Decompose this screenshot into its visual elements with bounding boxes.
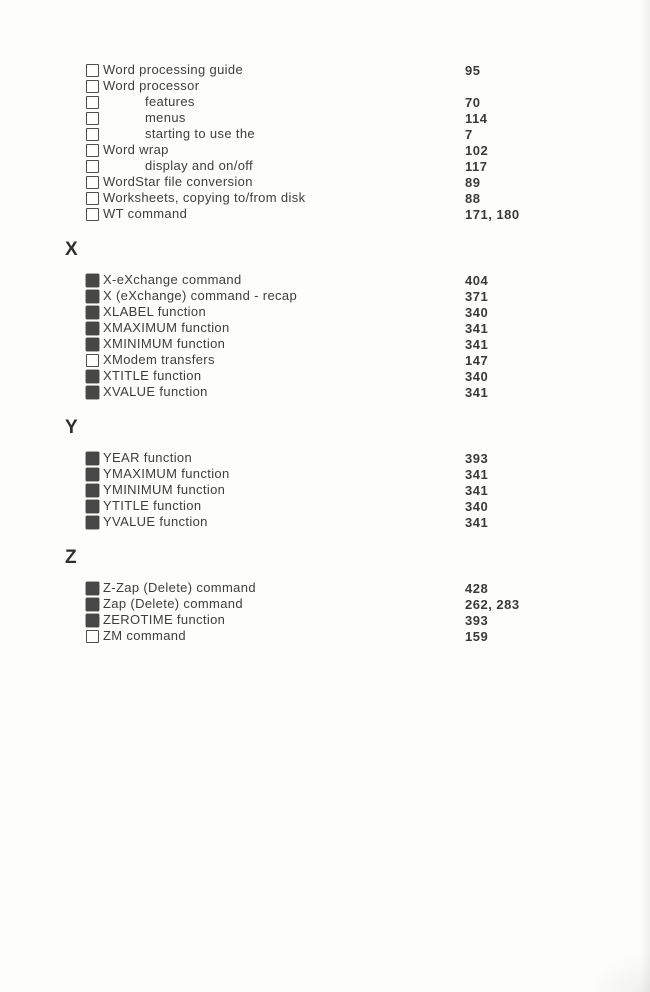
entry-label: XMINIMUM function: [103, 336, 226, 351]
index-entry: [0, 288, 650, 304]
entry-label: XVALUE function: [103, 384, 208, 399]
entry-page-number: 341: [465, 483, 489, 498]
entry-label: YMAXIMUM function: [103, 466, 230, 481]
entry-page-number: 393: [465, 451, 489, 466]
entry-label: Word processing guide: [103, 62, 244, 77]
filled-square-icon: [86, 468, 99, 481]
index-entry: [0, 78, 650, 94]
entry-page-number: 393: [465, 613, 489, 628]
index-entry: [0, 190, 650, 206]
index-entry: [0, 272, 650, 288]
section-letter-heading: X: [65, 239, 79, 260]
entry-page-number: 88: [465, 191, 481, 206]
index-section-y: [0, 419, 650, 530]
filled-square-icon: [86, 598, 99, 611]
entry-page-number: 102: [465, 143, 489, 158]
index-entry: [0, 110, 650, 126]
index-entry: [0, 628, 650, 644]
empty-checkbox-icon: [86, 160, 99, 173]
entry-label: features: [145, 94, 195, 109]
filled-square-icon: [86, 370, 99, 383]
empty-checkbox-icon: [86, 64, 99, 77]
index-entry: [0, 482, 650, 498]
section-letter-heading: Y: [65, 417, 79, 438]
index-entry: [0, 368, 650, 384]
entry-label: Word processor: [103, 78, 200, 93]
filled-square-icon: [86, 516, 99, 529]
entry-label: Word wrap: [103, 142, 169, 157]
entry-page-number: 89: [465, 175, 481, 190]
entry-label: XTITLE function: [103, 368, 202, 383]
entry-label: ZEROTIME function: [103, 612, 226, 627]
index-entry: [0, 450, 650, 466]
entry-label: WordStar file conversion: [103, 174, 253, 189]
entry-label: WT command: [103, 206, 188, 221]
empty-checkbox-icon: [86, 96, 99, 109]
empty-checkbox-icon: [86, 112, 99, 125]
filled-square-icon: [86, 306, 99, 319]
filled-square-icon: [86, 614, 99, 627]
filled-square-icon: [86, 322, 99, 335]
filled-square-icon: [86, 452, 99, 465]
index-entry: [0, 580, 650, 596]
index-entry: [0, 384, 650, 400]
index-entry: [0, 94, 650, 110]
entry-label: menus: [145, 110, 186, 125]
index-entry: [0, 62, 650, 78]
filled-square-icon: [86, 582, 99, 595]
empty-checkbox-icon: [86, 128, 99, 141]
index-entry: [0, 304, 650, 320]
entry-page-number: 340: [465, 499, 489, 514]
filled-square-icon: [86, 274, 99, 287]
entry-page-number: 171, 180: [465, 207, 520, 222]
entry-page-number: 70: [465, 95, 481, 110]
index-entry: [0, 142, 650, 158]
filled-square-icon: [86, 338, 99, 351]
entry-page-number: 114: [465, 111, 488, 126]
index-entry: [0, 514, 650, 530]
entry-label: XModem transfers: [103, 352, 215, 367]
empty-checkbox-icon: [86, 80, 99, 93]
entry-label: Z-Zap (Delete) command: [103, 580, 256, 595]
filled-square-icon: [86, 500, 99, 513]
index-entry: [0, 126, 650, 142]
entry-label: display and on/off: [145, 158, 253, 173]
entry-label: X (eXchange) command - recap: [103, 288, 298, 303]
entry-page-number: 404: [465, 273, 489, 288]
entry-page-number: 341: [465, 385, 489, 400]
filled-square-icon: [86, 484, 99, 497]
index-entry: [0, 612, 650, 628]
entry-page-number: 159: [465, 629, 489, 644]
entry-label: XLABEL function: [103, 304, 207, 319]
index-content: [0, 62, 650, 644]
filled-square-icon: [86, 386, 99, 399]
index-section-x: [0, 241, 650, 400]
entry-label: YEAR function: [103, 450, 193, 465]
entry-page-number: 7: [465, 127, 473, 142]
entry-label: YMINIMUM function: [103, 482, 226, 497]
entry-page-number: 341: [465, 321, 489, 336]
empty-checkbox-icon: [86, 208, 99, 221]
entry-label: XMAXIMUM function: [103, 320, 230, 335]
entry-page-number: 341: [465, 337, 489, 352]
entry-page-number: 262, 283: [465, 597, 520, 612]
empty-checkbox-icon: [86, 192, 99, 205]
index-entry: [0, 206, 650, 222]
index-entry: [0, 336, 650, 352]
entry-page-number: 371: [465, 289, 489, 304]
index-entry: [0, 158, 650, 174]
entry-page-number: 340: [465, 369, 489, 384]
entry-label: ZM command: [103, 628, 186, 643]
section-letter-heading: Z: [65, 547, 78, 568]
empty-checkbox-icon: [86, 144, 99, 157]
index-entry: [0, 320, 650, 336]
entry-page-number: 428: [465, 581, 489, 596]
entry-page-number: 95: [465, 63, 481, 78]
entry-label: X-eXchange command: [103, 272, 242, 287]
entry-label: Zap (Delete) command: [103, 596, 243, 611]
index-section-z: [0, 549, 650, 644]
entry-label: YVALUE function: [103, 514, 208, 529]
entry-page-number: 340: [465, 305, 489, 320]
empty-checkbox-icon: [86, 630, 99, 643]
entry-page-number: 147: [465, 353, 489, 368]
index-entry: [0, 498, 650, 514]
filled-square-icon: [86, 290, 99, 303]
empty-checkbox-icon: [86, 354, 99, 367]
entry-page-number: 117: [465, 159, 488, 174]
entry-label: starting to use the: [145, 126, 255, 141]
index-entry: [0, 174, 650, 190]
entry-page-number: 341: [465, 467, 489, 482]
index-entry: [0, 352, 650, 368]
index-entry: [0, 596, 650, 612]
entry-label: YTITLE function: [103, 498, 202, 513]
index-section-w-continued: [0, 62, 650, 222]
entry-label: Worksheets, copying to/from disk: [103, 190, 306, 205]
empty-checkbox-icon: [86, 176, 99, 189]
index-entry: [0, 466, 650, 482]
entry-page-number: 341: [465, 515, 489, 530]
